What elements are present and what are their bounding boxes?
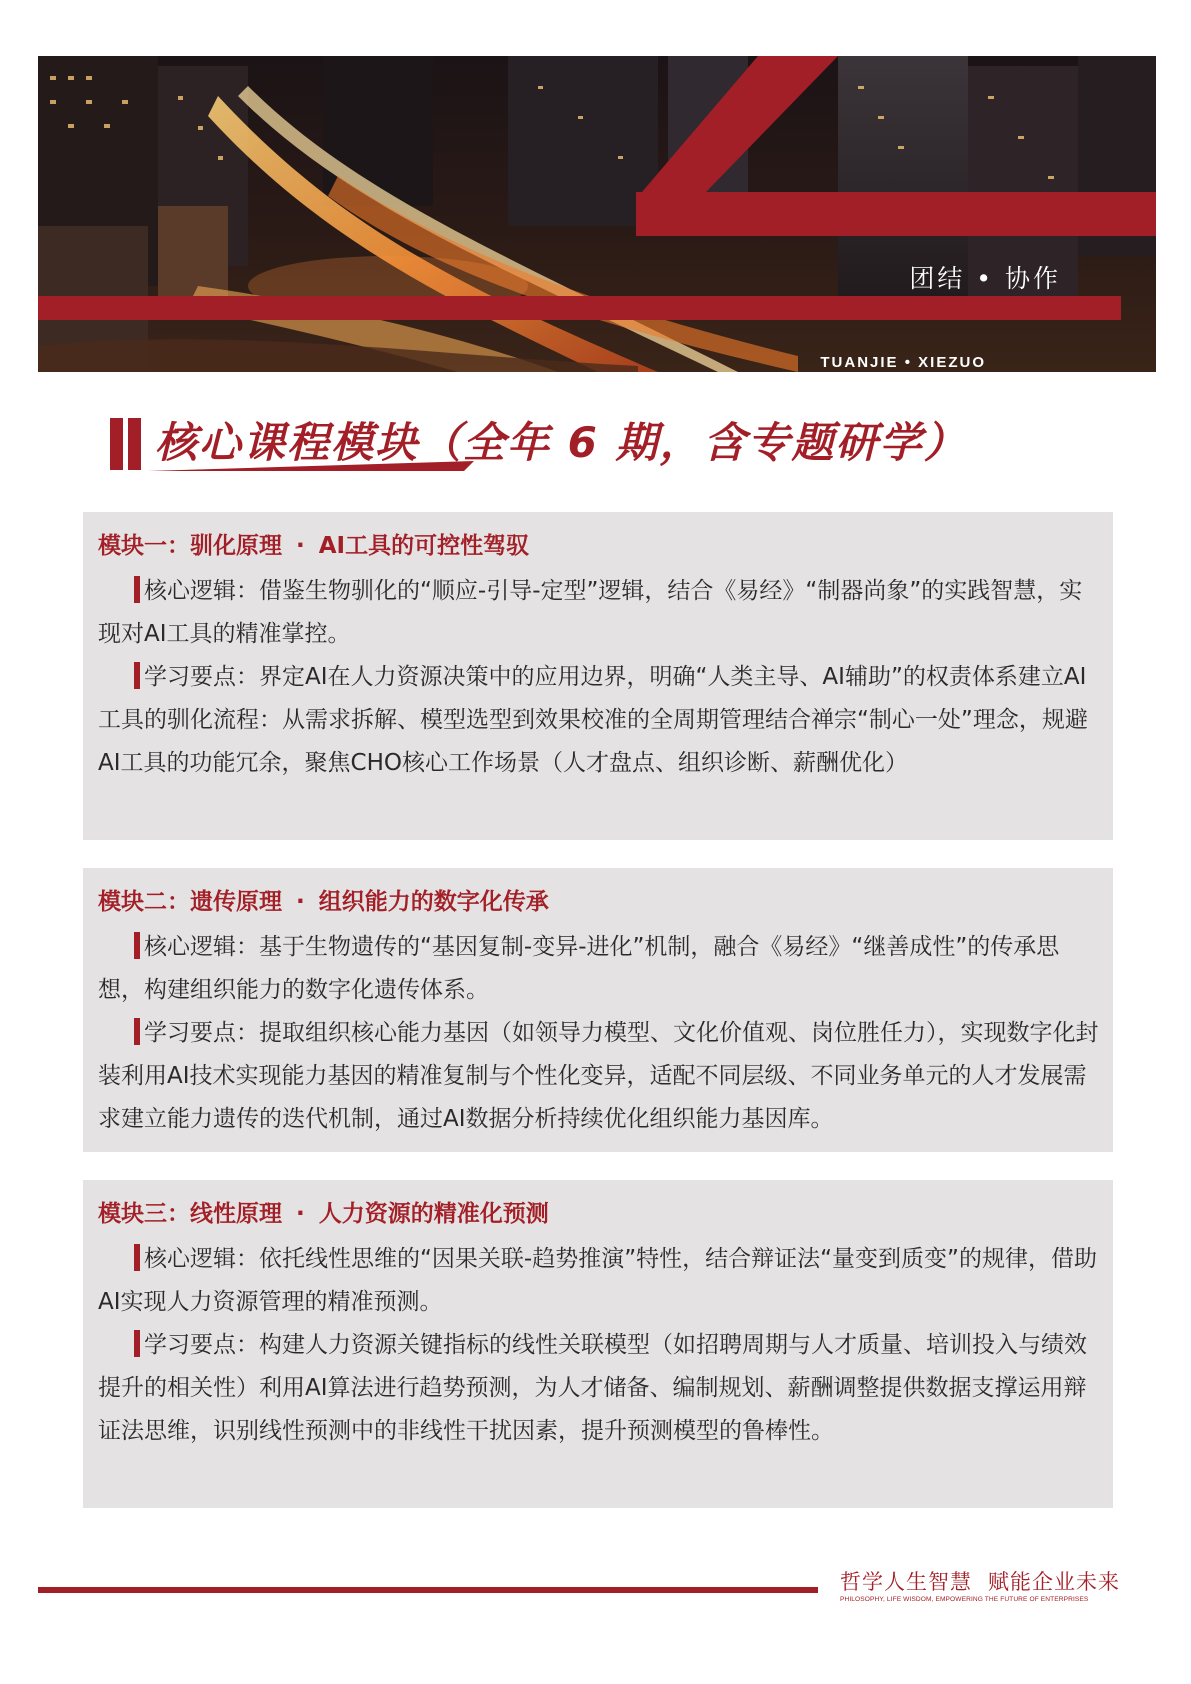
module-title-separator: · xyxy=(296,889,305,915)
core-logic-paragraph xyxy=(98,926,1099,1012)
core-logic-paragraph xyxy=(98,570,1099,656)
section-marker xyxy=(110,418,142,470)
module-card-2 xyxy=(83,868,1113,1152)
section-underline xyxy=(148,459,478,473)
module-title-name: 模块二：遗传原理 xyxy=(98,889,282,915)
key-points-paragraph xyxy=(98,656,1099,785)
module-card-1 xyxy=(83,512,1113,840)
paragraph-bar-marker xyxy=(134,576,140,603)
key-points-text: 学习要点：构建人力资源关键指标的线性关联模型（如招聘周期与人才质量、培训投入与绩效提升的相关性）利用AI算法进行趋势预测，为人才储备、编制规划、薪酬调整提供数据支撑运用辩证法思维，识别线性预测中的非线性干扰因素，提升预测模型的鲁棒性。 xyxy=(98,1332,1087,1444)
footer-slogan-en: PHILOSOPHY, LIFE WISDOM, EMPOWERING THE FUTURE OF ENTERPRISES xyxy=(840,1596,1089,1603)
module-title xyxy=(98,530,1099,562)
footer-rule xyxy=(38,1587,818,1593)
footer-slogan-part-1: 哲学人生智慧 xyxy=(840,1570,972,1594)
footer-slogan-part-2: 赋能企业未来 xyxy=(988,1570,1120,1594)
key-points-text: 学习要点：提取组织核心能力基因（如领导力模型、文化价值观、岗位胜任力），实现数字化封装利用AI技术实现能力基因的精准复制与个性化变异，适配不同层级、不同业务单元的人才发展需求建立能力遗传的迭代机制，通过AI数据分析持续优化组织能力基因库。 xyxy=(98,1020,1099,1132)
banner-tagline-cn: 团结 • 协作 xyxy=(909,264,1061,293)
paragraph-bar-marker xyxy=(134,932,140,959)
module-title-name: 模块三：线性原理 xyxy=(98,1201,282,1227)
module-title-topic: 组织能力的数字化传承 xyxy=(318,889,549,915)
core-logic-paragraph xyxy=(98,1238,1099,1324)
module-title xyxy=(98,1198,1099,1230)
module-title-topic: 人力资源的精准化预测 xyxy=(318,1201,549,1227)
footer-slogan xyxy=(840,1566,1120,1596)
core-logic-text: 核心逻辑：基于生物遗传的“基因复制-变异-进化”机制，融合《易经》“继善成性”的传承思想，构建组织能力的数字化遗传体系。 xyxy=(98,934,1060,1003)
paragraph-bar-marker xyxy=(134,1330,140,1357)
core-logic-text: 核心逻辑：依托线性思维的“因果关联-趋势推演”特性，结合辩证法“量变到质变”的规律，借助AI实现人力资源管理的精准预测。 xyxy=(98,1246,1097,1315)
module-title-separator: · xyxy=(296,533,305,559)
key-points-paragraph xyxy=(98,1324,1099,1453)
core-logic-text: 核心逻辑：借鉴生物驯化的“顺应-引导-定型”逻辑，结合《易经》“制器尚象”的实践智慧，实现对AI工具的精准掌控。 xyxy=(98,578,1083,647)
module-card-3 xyxy=(83,1180,1113,1508)
paragraph-bar-marker xyxy=(134,662,140,689)
key-points-paragraph xyxy=(98,1012,1099,1141)
paragraph-bar-marker xyxy=(134,1244,140,1271)
key-points-text: 学习要点：界定AI在人力资源决策中的应用边界，明确“人类主导、AI辅助”的权责体系建立AI工具的驯化流程：从需求拆解、模型选型到效果校准的全周期管理结合禅宗“制心一处”理念，规避AI工具的功能冗余，聚焦CHO核心工作场景（人才盘点、组织诊断、薪酬优化） xyxy=(98,664,1088,776)
banner-tagline-en: TUANJIE • XIEZUO xyxy=(820,354,986,371)
module-title-topic: AI工具的可控性驾驭 xyxy=(318,533,530,559)
section-title: 核心课程模块（全年 6 期，含专题研学） xyxy=(155,418,968,467)
paragraph-bar-marker xyxy=(134,1018,140,1045)
module-title-name: 模块一：驯化原理 xyxy=(98,533,282,559)
module-title-separator: · xyxy=(296,1201,305,1227)
module-title xyxy=(98,886,1099,918)
city-night-image xyxy=(38,56,1156,372)
hero-banner xyxy=(38,56,1156,372)
